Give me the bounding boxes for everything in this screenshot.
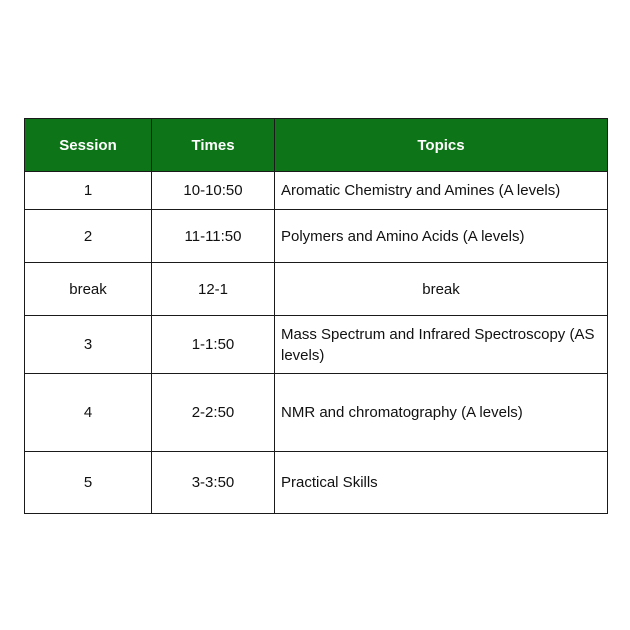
topic-cell: Aromatic Chemistry and Amines (A levels) bbox=[275, 172, 608, 210]
column-header-times: Times bbox=[152, 119, 275, 172]
topic-cell: Mass Spectrum and Infrared Spectroscopy (AS levels) bbox=[275, 316, 608, 374]
times-cell: 10-10:50 bbox=[152, 172, 275, 210]
session-cell: 4 bbox=[25, 374, 152, 452]
topic-cell: Practical Skills bbox=[275, 452, 608, 514]
table-row bbox=[25, 452, 608, 514]
table-row bbox=[25, 172, 608, 210]
table-row-break bbox=[25, 263, 608, 316]
times-cell: 1-1:50 bbox=[152, 316, 275, 374]
table-row bbox=[25, 210, 608, 263]
column-header-session: Session bbox=[25, 119, 152, 172]
topic-cell: break bbox=[275, 263, 608, 316]
table-header-row bbox=[25, 119, 608, 172]
session-cell: break bbox=[25, 263, 152, 316]
session-cell: 2 bbox=[25, 210, 152, 263]
topic-cell: Polymers and Amino Acids (A levels) bbox=[275, 210, 608, 263]
schedule-table bbox=[24, 118, 608, 514]
column-header-topics: Topics bbox=[275, 119, 608, 172]
times-cell: 3-3:50 bbox=[152, 452, 275, 514]
times-cell: 12-1 bbox=[152, 263, 275, 316]
times-cell: 2-2:50 bbox=[152, 374, 275, 452]
table-row bbox=[25, 316, 608, 374]
topic-cell: NMR and chromatography (A levels) bbox=[275, 374, 608, 452]
table-row bbox=[25, 374, 608, 452]
session-cell: 3 bbox=[25, 316, 152, 374]
session-cell: 5 bbox=[25, 452, 152, 514]
session-cell: 1 bbox=[25, 172, 152, 210]
times-cell: 11-11:50 bbox=[152, 210, 275, 263]
